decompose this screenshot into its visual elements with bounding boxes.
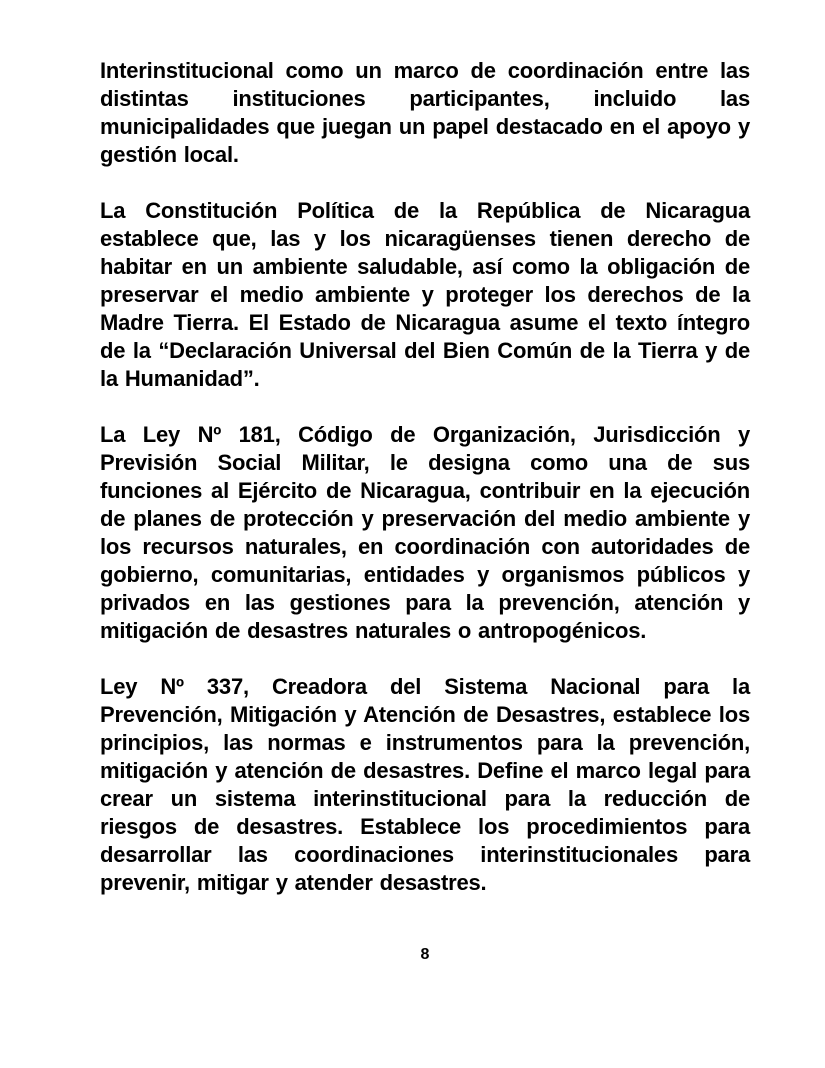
paragraph-ley-337: Ley Nº 337, Creadora del Sistema Nacional para la Prevención, Mitigación y Atención de Desastres, establece los principios, las normas e instrumentos para la prevención, mitigación y atención de desastres. Define el marco legal para crear un sistema interinstitucional para la reducción de riesgos de desastres. Establece los procedimientos para desarrollar las coordinaciones interinstitucionales para prevenir, mitigar y atender desastres. — [100, 674, 750, 895]
page-body — [100, 57, 750, 925]
paragraph-constitucion-politica: La Constitución Política de la República de Nicaragua establece que, las y los nicaragüenses tienen derecho de habitar en un ambiente saludable, así como la obligación de preservar el medio ambiente y proteger los derechos de la Madre Tierra. El Estado de Nicaragua asume el texto íntegro de la “Declaración Universal del Bien Común de la Tierra y de la Humanidad”. — [100, 198, 750, 391]
paragraph-ley-181: La Ley Nº 181, Código de Organización, Jurisdicción y Previsión Social Militar, le designa como una de sus funciones al Ejército de Nicaragua, contribuir en la ejecución de planes de protección y preservación del medio ambiente y los recursos naturales, en coordinación con autoridades de gobierno, comunitarias, entidades y organismos públicos y privados en las gestiones para la prevención, atención y mitigación de desastres naturales o antropogénicos. — [100, 422, 750, 643]
page-number: 8 — [420, 946, 430, 963]
paragraph-interinstitucional: Interinstitucional como un marco de coordinación entre las distintas instituciones participantes, incluido las municipalidades que juegan un papel destacado en el apoyo y gestión local. — [100, 58, 750, 167]
